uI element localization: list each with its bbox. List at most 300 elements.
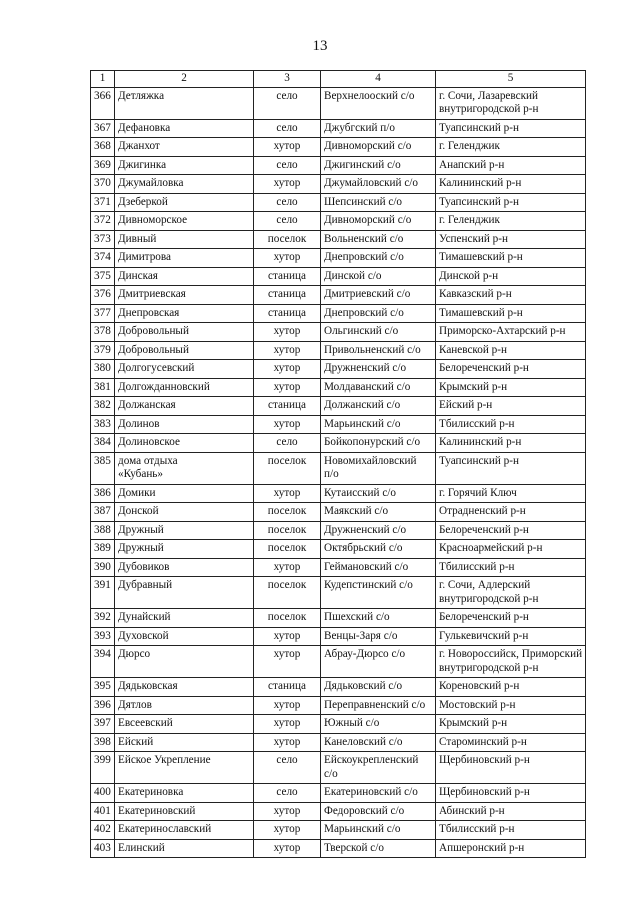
settlement-type-cell: село [254, 212, 321, 231]
settlement-name-cell [115, 249, 254, 268]
district-name-line: г. Новороссийск, Приморский [439, 648, 583, 660]
settlement-name-line: Добровольный [118, 325, 189, 337]
settlement-name-cell [115, 267, 254, 286]
settlement-type-cell: станица [254, 397, 321, 416]
page-number: 13 [312, 38, 328, 54]
settlement-name-line: Джигинка [118, 158, 167, 171]
row-number-cell: 400 [91, 784, 115, 803]
settlement-name-line: Духовской [118, 629, 169, 642]
column-header: 3 [254, 71, 321, 88]
district-name-line: г. Сочи, Адлерский [439, 579, 531, 591]
settlement-name-cell [115, 87, 254, 119]
settlement-name-cell [115, 434, 254, 453]
row-number-cell: 375 [91, 267, 115, 286]
settlement-name-cell [115, 360, 254, 379]
settlement-name-line: Дивный [118, 232, 157, 245]
district-name-cell [436, 452, 586, 484]
council-name-line: Дружненский с/о [324, 523, 407, 536]
district-name-line: Динской р-н [439, 269, 499, 282]
district-name-line: Тбилисский р-н [439, 560, 515, 573]
council-name-cell [321, 452, 436, 484]
district-name-cell [436, 696, 586, 715]
council-name-cell [321, 397, 436, 416]
table-row [91, 821, 586, 840]
district-name-line: Кавказский р-н [439, 288, 512, 300]
settlement-type-cell: станица [254, 678, 321, 697]
row-number-cell: 379 [91, 341, 115, 360]
settlement-type-cell: станица [254, 267, 321, 286]
row-number-cell: 376 [91, 286, 115, 305]
row-number-cell: 371 [91, 193, 115, 212]
district-name-line: г. Геленджик [439, 214, 500, 226]
council-name-line: Джумайловский с/о [324, 177, 418, 189]
settlement-name-line: Елинский [118, 841, 165, 854]
settlement-name-cell [115, 193, 254, 212]
council-name-cell [321, 434, 436, 453]
district-name-line: Белореченский р-н [439, 611, 529, 623]
settlement-type-cell: поселок [254, 503, 321, 522]
table-row [91, 286, 586, 305]
row-number-cell: 383 [91, 415, 115, 434]
council-name-line: Марьинский с/о [324, 417, 401, 430]
settlement-name-line: Дружный [118, 542, 164, 554]
settlement-type-cell: хутор [254, 415, 321, 434]
settlement-name-cell [115, 678, 254, 697]
district-name-cell [436, 821, 586, 840]
council-name-cell [321, 577, 436, 609]
district-name-line: внутригородской р-н [439, 592, 539, 605]
row-number-cell: 401 [91, 802, 115, 821]
table-row [91, 360, 586, 379]
settlement-type-cell: село [254, 193, 321, 212]
district-name-line: Тимашевский р-н [439, 251, 523, 263]
council-name-line: Марьинский с/о [324, 823, 401, 835]
row-number-cell: 386 [91, 484, 115, 503]
council-name-line: Федоровский с/о [324, 804, 405, 817]
table-row [91, 627, 586, 646]
district-name-cell [436, 323, 586, 342]
district-name-line: Гулькевичский р-н [439, 629, 529, 642]
district-name-line: Тбилисский р-н [439, 417, 515, 430]
district-name-cell [436, 212, 586, 231]
row-number-cell: 369 [91, 156, 115, 175]
table-row [91, 839, 586, 858]
council-name-cell [321, 304, 436, 323]
district-name-cell [436, 341, 586, 360]
council-name-cell [321, 267, 436, 286]
settlement-name-line: Динская [118, 269, 158, 282]
district-name-cell [436, 249, 586, 268]
district-name-cell [436, 87, 586, 119]
district-name-line: Красноармейский р-н [439, 542, 543, 554]
settlement-type-cell: село [254, 434, 321, 453]
table-row [91, 193, 586, 212]
district-name-cell [436, 521, 586, 540]
settlement-type-cell: село [254, 784, 321, 803]
row-number-cell: 370 [91, 175, 115, 194]
settlement-type-cell: село [254, 752, 321, 784]
council-name-cell [321, 752, 436, 784]
table-row [91, 646, 586, 678]
district-name-cell [436, 397, 586, 416]
row-number-cell: 385 [91, 452, 115, 484]
council-name-line: с/о [324, 767, 338, 780]
council-name-line: Маякский с/о [324, 505, 389, 517]
settlement-name-cell [115, 397, 254, 416]
settlement-type-cell: станица [254, 304, 321, 323]
table-row [91, 434, 586, 453]
council-name-cell [321, 323, 436, 342]
row-number-cell: 390 [91, 558, 115, 577]
settlement-name-cell [115, 715, 254, 734]
settlement-type-cell: село [254, 119, 321, 138]
council-name-cell [321, 678, 436, 697]
district-name-line: Крымский р-н [439, 380, 508, 393]
settlement-name-line: Дунайский [118, 611, 171, 623]
council-name-cell [321, 249, 436, 268]
district-name-cell [436, 577, 586, 609]
district-name-cell [436, 378, 586, 397]
council-name-line: Шепсинский с/о [324, 195, 403, 208]
settlement-type-cell: поселок [254, 452, 321, 484]
settlement-name-cell [115, 212, 254, 231]
settlement-name-line: Долиновское [118, 436, 180, 448]
council-name-cell [321, 696, 436, 715]
council-name-cell [321, 138, 436, 157]
settlement-name-line: Должанская [118, 399, 176, 411]
table-row [91, 802, 586, 821]
table-row [91, 156, 586, 175]
table-row [91, 267, 586, 286]
table-row [91, 503, 586, 522]
council-name-line: Должанский с/о [324, 399, 401, 411]
row-number-cell: 392 [91, 609, 115, 628]
council-name-cell [321, 415, 436, 434]
district-name-line: г. Горячий Ключ [439, 486, 517, 499]
council-name-cell [321, 286, 436, 305]
settlement-name-cell [115, 821, 254, 840]
column-header: 2 [115, 71, 254, 88]
settlement-type-cell: поселок [254, 609, 321, 628]
settlement-name-line: Днепровская [118, 306, 180, 319]
settlement-type-cell: хутор [254, 138, 321, 157]
table-row [91, 577, 586, 609]
council-name-line: Верхнелооский с/о [324, 89, 415, 102]
district-name-line: Тбилисский р-н [439, 823, 515, 835]
row-number-cell: 398 [91, 733, 115, 752]
settlement-type-cell: хутор [254, 378, 321, 397]
district-name-cell [436, 193, 586, 212]
settlement-name-line: Дубовиков [118, 560, 170, 573]
district-name-line: г. Сочи, Лазаревский [439, 89, 538, 102]
settlement-name-line: Долинов [118, 417, 160, 430]
council-name-line: Новомихайловский [324, 454, 417, 467]
settlement-name-cell [115, 304, 254, 323]
council-name-line: Молдаванский с/о [324, 380, 411, 393]
district-name-line: Абинский р-н [439, 804, 505, 817]
council-name-line: Джигинский с/о [324, 158, 401, 171]
table-row [91, 784, 586, 803]
settlement-type-cell: хутор [254, 341, 321, 360]
table-row [91, 175, 586, 194]
settlement-name-line: Долгогусевский [118, 362, 195, 374]
row-number-cell: 382 [91, 397, 115, 416]
settlement-type-cell: станица [254, 286, 321, 305]
settlement-name-line: Дмитриевская [118, 288, 186, 300]
council-name-cell [321, 627, 436, 646]
council-name-cell [321, 540, 436, 559]
council-name-line: Тверской с/о [324, 841, 384, 854]
council-name-line: Джубгский п/о [324, 121, 395, 134]
row-number-cell: 367 [91, 119, 115, 138]
district-name-line: Приморско-Ахтарский р-н [439, 325, 566, 337]
settlement-type-cell: хутор [254, 802, 321, 821]
table-row [91, 138, 586, 157]
table-row [91, 415, 586, 434]
settlement-type-cell: хутор [254, 646, 321, 678]
council-name-cell [321, 156, 436, 175]
settlements-table [90, 70, 586, 858]
settlement-name-line: Дивноморское [118, 214, 188, 226]
table-row [91, 678, 586, 697]
settlement-name-cell [115, 540, 254, 559]
district-name-cell [436, 715, 586, 734]
council-name-line: Геймановский с/о [324, 560, 409, 573]
settlement-type-cell: хутор [254, 696, 321, 715]
settlement-name-line: Домики [118, 486, 156, 499]
row-number-cell: 397 [91, 715, 115, 734]
settlement-type-cell: поселок [254, 577, 321, 609]
council-name-line: Кутаисский с/о [324, 486, 396, 499]
column-header: 4 [321, 71, 436, 88]
district-name-line: Тимашевский р-н [439, 306, 523, 319]
settlement-name-cell [115, 286, 254, 305]
row-number-cell: 387 [91, 503, 115, 522]
settlement-name-cell [115, 839, 254, 858]
district-name-line: Успенский р-н [439, 232, 508, 245]
settlement-type-cell: хутор [254, 715, 321, 734]
district-name-cell [436, 138, 586, 157]
row-number-cell: 377 [91, 304, 115, 323]
settlement-name-line: Детляжка [118, 89, 165, 102]
council-name-line: Бойкопонурский с/о [324, 436, 421, 448]
district-name-cell [436, 752, 586, 784]
table-row [91, 521, 586, 540]
settlement-name-cell [115, 415, 254, 434]
table-row [91, 230, 586, 249]
settlement-name-cell [115, 323, 254, 342]
district-name-line: Туапсинский р-н [439, 195, 519, 208]
district-name-line: Калининский р-н [439, 436, 522, 448]
council-name-cell [321, 175, 436, 194]
settlement-type-cell: село [254, 87, 321, 119]
row-number-cell: 394 [91, 646, 115, 678]
council-name-cell [321, 193, 436, 212]
table-row [91, 715, 586, 734]
district-name-cell [436, 646, 586, 678]
table-row [91, 341, 586, 360]
settlement-name-cell [115, 378, 254, 397]
council-name-cell [321, 212, 436, 231]
settlement-name-cell [115, 696, 254, 715]
settlement-name-cell [115, 733, 254, 752]
settlement-name-line: Дюрсо [118, 648, 151, 660]
council-name-line: Венцы-Заря с/о [324, 629, 398, 642]
district-name-line: Староминский р-н [439, 735, 527, 748]
settlement-name-cell [115, 627, 254, 646]
district-name-line: Отрадненский р-н [439, 505, 526, 517]
row-number-cell: 380 [91, 360, 115, 379]
settlement-name-cell [115, 521, 254, 540]
district-name-cell [436, 267, 586, 286]
district-name-cell [436, 503, 586, 522]
council-name-line: Днепровский с/о [324, 251, 404, 263]
table-row [91, 397, 586, 416]
district-name-line: г. Геленджик [439, 140, 500, 152]
district-name-cell [436, 627, 586, 646]
settlement-name-cell [115, 503, 254, 522]
column-header: 1 [91, 71, 115, 88]
district-name-cell [436, 156, 586, 175]
council-name-line: Канеловский с/о [324, 735, 403, 748]
table-row [91, 733, 586, 752]
row-number-cell: 366 [91, 87, 115, 119]
row-number-cell: 384 [91, 434, 115, 453]
council-name-cell [321, 341, 436, 360]
row-number-cell: 391 [91, 577, 115, 609]
row-number-cell: 399 [91, 752, 115, 784]
row-number-cell: 403 [91, 839, 115, 858]
settlement-name-line: Донской [118, 505, 159, 517]
settlement-type-cell: поселок [254, 521, 321, 540]
council-name-line: Дивноморский с/о [324, 140, 412, 152]
settlement-name-cell [115, 138, 254, 157]
settlement-name-line: Дятлов [118, 698, 152, 711]
council-name-line: Пшехский с/о [324, 611, 390, 623]
council-name-line: Дмитриевский с/о [324, 288, 411, 300]
council-name-cell [321, 784, 436, 803]
council-name-line: п/о [324, 468, 339, 480]
district-name-line: Мостовский р-н [439, 698, 516, 711]
row-number-cell: 388 [91, 521, 115, 540]
council-name-line: Привольненский с/о [324, 343, 421, 356]
district-name-line: внутригородской р-н [439, 103, 539, 115]
settlement-name-line: Дзеберкой [118, 195, 168, 208]
council-name-cell [321, 558, 436, 577]
settlement-type-cell: село [254, 156, 321, 175]
settlement-type-cell: хутор [254, 821, 321, 840]
table-row [91, 323, 586, 342]
council-name-line: Дивноморский с/о [324, 214, 412, 226]
row-number-cell: 389 [91, 540, 115, 559]
settlement-name-line: Долгожданновский [118, 380, 210, 393]
district-name-line: Белореченский р-н [439, 523, 529, 536]
settlement-type-cell: хутор [254, 839, 321, 858]
district-name-line: Калининский р-н [439, 177, 522, 189]
settlement-name-cell [115, 784, 254, 803]
district-name-cell [436, 119, 586, 138]
table-row [91, 484, 586, 503]
settlement-type-cell: поселок [254, 230, 321, 249]
table-row [91, 378, 586, 397]
row-number-cell: 368 [91, 138, 115, 157]
settlement-type-cell: хутор [254, 733, 321, 752]
settlement-name-line: «Кубань» [118, 468, 164, 480]
district-name-line: Щербиновский р-н [439, 786, 530, 798]
district-name-cell [436, 558, 586, 577]
council-name-cell [321, 503, 436, 522]
district-name-line: Туапсинский р-н [439, 454, 519, 467]
district-name-line: Каневской р-н [439, 343, 507, 356]
district-name-cell [436, 678, 586, 697]
district-name-cell [436, 839, 586, 858]
council-name-line: Кудепстинский с/о [324, 579, 413, 591]
council-name-line: Днепровский с/о [324, 306, 404, 319]
settlement-type-cell: хутор [254, 249, 321, 268]
district-name-cell [436, 286, 586, 305]
settlement-name-cell [115, 341, 254, 360]
settlement-name-cell [115, 646, 254, 678]
council-name-cell [321, 119, 436, 138]
settlement-name-cell [115, 156, 254, 175]
council-name-cell [321, 230, 436, 249]
settlement-name-cell [115, 175, 254, 194]
council-name-line: Ольгинский с/о [324, 325, 399, 337]
council-name-cell [321, 378, 436, 397]
table-row [91, 212, 586, 231]
council-name-line: Ейскоукрепленский [324, 754, 419, 766]
settlement-name-line: Евсеевский [118, 717, 173, 729]
table-row [91, 609, 586, 628]
council-name-line: Динской с/о [324, 269, 382, 282]
settlement-type-cell: хутор [254, 484, 321, 503]
settlement-type-cell: хутор [254, 323, 321, 342]
district-name-cell [436, 733, 586, 752]
settlement-name-cell [115, 484, 254, 503]
district-name-cell [436, 484, 586, 503]
settlement-name-line: Дефановка [118, 121, 171, 134]
row-number-cell: 378 [91, 323, 115, 342]
table-row [91, 696, 586, 715]
settlement-type-cell: хутор [254, 627, 321, 646]
district-name-line: Ейский р-н [439, 399, 493, 411]
settlement-name-line: Екатеринославский [118, 823, 212, 835]
council-name-line: Вольненский с/о [324, 232, 404, 245]
row-number-cell: 374 [91, 249, 115, 268]
council-name-cell [321, 360, 436, 379]
row-number-cell: 372 [91, 212, 115, 231]
council-name-line: Дружненский с/о [324, 362, 407, 374]
settlement-name-line: Дядьковская [118, 680, 178, 692]
row-number-cell: 395 [91, 678, 115, 697]
council-name-line: Октябрьский с/о [324, 542, 403, 554]
district-name-cell [436, 415, 586, 434]
council-name-line: Дядьковский с/о [324, 680, 403, 692]
table-row [91, 249, 586, 268]
table-row [91, 87, 586, 119]
settlement-name-line: Джанхот [118, 140, 160, 152]
settlement-name-cell [115, 558, 254, 577]
column-header: 5 [436, 71, 586, 88]
settlement-name-line: Джумайловка [118, 177, 184, 189]
district-name-line: Апшеронский р-н [439, 841, 525, 854]
settlement-type-cell: хутор [254, 558, 321, 577]
district-name-line: Крымский р-н [439, 717, 508, 729]
settlement-name-line: Добровольный [118, 343, 189, 356]
settlement-name-cell [115, 577, 254, 609]
settlement-name-line: Димитрова [118, 251, 171, 263]
settlement-name-line: Дружный [118, 523, 164, 536]
